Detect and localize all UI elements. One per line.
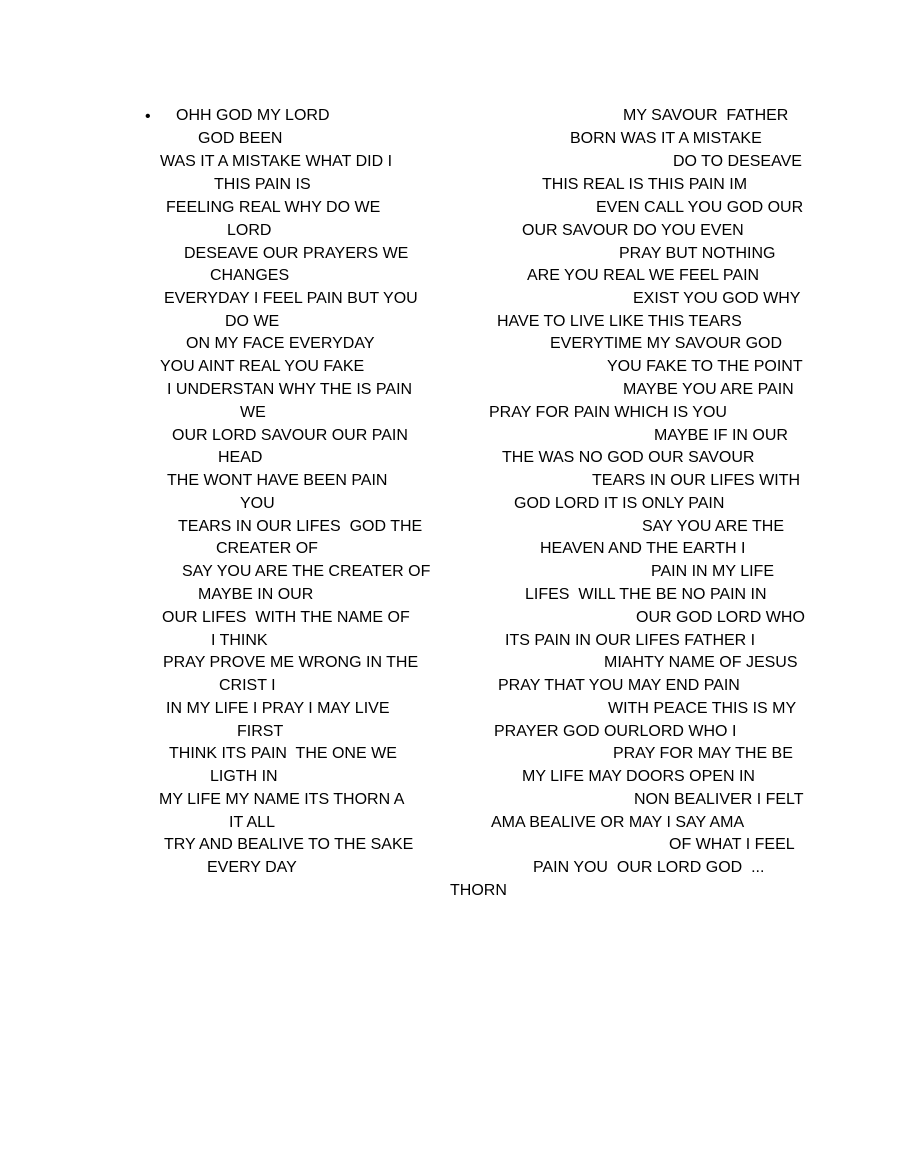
text-line: EVERY DAY — [207, 859, 297, 876]
text-line: TEARS IN OUR LIFES GOD THE — [178, 518, 423, 535]
text-line: OUR GOD LORD WHO — [636, 609, 805, 626]
text-line: THIS REAL IS THIS PAIN IM — [542, 176, 748, 193]
text-line: OUR LORD SAVOUR OUR PAIN — [172, 427, 408, 444]
text-line: PAIN YOU OUR LORD GOD ... — [533, 859, 765, 876]
text-line: ON MY FACE EVERYDAY — [186, 335, 375, 352]
text-line: EVERYTIME MY SAVOUR GOD — [550, 335, 783, 352]
text-line: THORN — [450, 882, 507, 899]
text-line: DO TO DESEAVE — [673, 153, 802, 170]
text-line: YOU AINT REAL YOU FAKE — [160, 358, 365, 375]
text-line: ARE YOU REAL WE FEEL PAIN — [527, 267, 760, 284]
text-line: OHH GOD MY LORD — [176, 107, 330, 124]
text-line: MY LIFE MAY DOORS OPEN IN — [522, 768, 755, 785]
text-line: THE WAS NO GOD OUR SAVOUR — [502, 449, 755, 466]
text-line: MY SAVOUR FATHER — [623, 107, 789, 124]
text-line: GOD LORD IT IS ONLY PAIN — [514, 495, 725, 512]
text-line: IN MY LIFE I PRAY I MAY LIVE — [166, 700, 390, 717]
text-line: EXIST YOU GOD WHY — [633, 290, 801, 307]
text-line: HAVE TO LIVE LIKE THIS TEARS — [497, 313, 742, 330]
text-line: SAY YOU ARE THE — [642, 518, 784, 535]
text-line: PRAYER GOD OURLORD WHO I — [494, 723, 737, 740]
text-line: YOU — [240, 495, 275, 512]
text-line: ITS PAIN IN OUR LIFES FATHER I — [505, 632, 756, 649]
text-line: CRIST I — [219, 677, 276, 694]
text-line: MAYBE IN OUR — [198, 586, 314, 603]
text-line: MAYBE IF IN OUR — [654, 427, 788, 444]
text-line: DO WE — [225, 313, 280, 330]
text-line: LIGTH IN — [210, 768, 278, 785]
text-line: TRY AND BEALIVE TO THE SAKE — [164, 836, 414, 853]
text-line: TEARS IN OUR LIFES WITH — [592, 472, 801, 489]
text-line: OUR LIFES WITH THE NAME OF — [162, 609, 410, 626]
text-line: EVERYDAY I FEEL PAIN BUT YOU — [164, 290, 418, 307]
text-line: EVEN CALL YOU GOD OUR — [596, 199, 804, 216]
text-line: HEAVEN AND THE EARTH I — [540, 540, 746, 557]
text-line: CHANGES — [210, 267, 290, 284]
text-line: BORN WAS IT A MISTAKE — [570, 130, 762, 147]
text-line: MIAHTY NAME OF JESUS — [604, 654, 798, 671]
text-line: THIS PAIN IS — [214, 176, 311, 193]
text-line: MY LIFE MY NAME ITS THORN A — [159, 791, 405, 808]
text-line: WITH PEACE THIS IS MY — [608, 700, 797, 717]
text-line: PRAY BUT NOTHING — [619, 245, 776, 262]
text-line: MAYBE YOU ARE PAIN — [623, 381, 794, 398]
text-line: OF WHAT I FEEL — [669, 836, 795, 853]
text-line: LIFES WILL THE BE NO PAIN IN — [525, 586, 767, 603]
text-line: PAIN IN MY LIFE — [651, 563, 774, 580]
text-line: NON BEALIVER I FELT — [634, 791, 804, 808]
text-line: DESEAVE OUR PRAYERS WE — [184, 245, 409, 262]
text-line: THINK ITS PAIN THE ONE WE — [169, 745, 397, 762]
text-line: PRAY THAT YOU MAY END PAIN — [498, 677, 740, 694]
text-line: PRAY FOR PAIN WHICH IS YOU — [489, 404, 727, 421]
text-line: YOU FAKE TO THE POINT — [607, 358, 803, 375]
text-line: AMA BEALIVE OR MAY I SAY AMA — [491, 814, 745, 831]
text-line: SAY YOU ARE THE CREATER OF — [182, 563, 431, 580]
text-line: IT ALL — [229, 814, 275, 831]
text-line: LORD — [227, 222, 272, 239]
bullet-icon: • — [145, 108, 151, 125]
text-line: PRAY PROVE ME WRONG IN THE — [163, 654, 419, 671]
text-line: HEAD — [218, 449, 263, 466]
text-line: PRAY FOR MAY THE BE — [613, 745, 793, 762]
text-line: FEELING REAL WHY DO WE — [166, 199, 381, 216]
text-line: WE — [240, 404, 266, 421]
text-line: FIRST — [237, 723, 284, 740]
text-line: THE WONT HAVE BEEN PAIN — [167, 472, 388, 489]
text-line: I UNDERSTAN WHY THE IS PAIN — [167, 381, 413, 398]
text-line: OUR SAVOUR DO YOU EVEN — [522, 222, 744, 239]
text-line: I THINK — [211, 632, 268, 649]
text-line: WAS IT A MISTAKE WHAT DID I — [160, 153, 393, 170]
text-line: CREATER OF — [216, 540, 318, 557]
text-line: GOD BEEN — [198, 130, 283, 147]
